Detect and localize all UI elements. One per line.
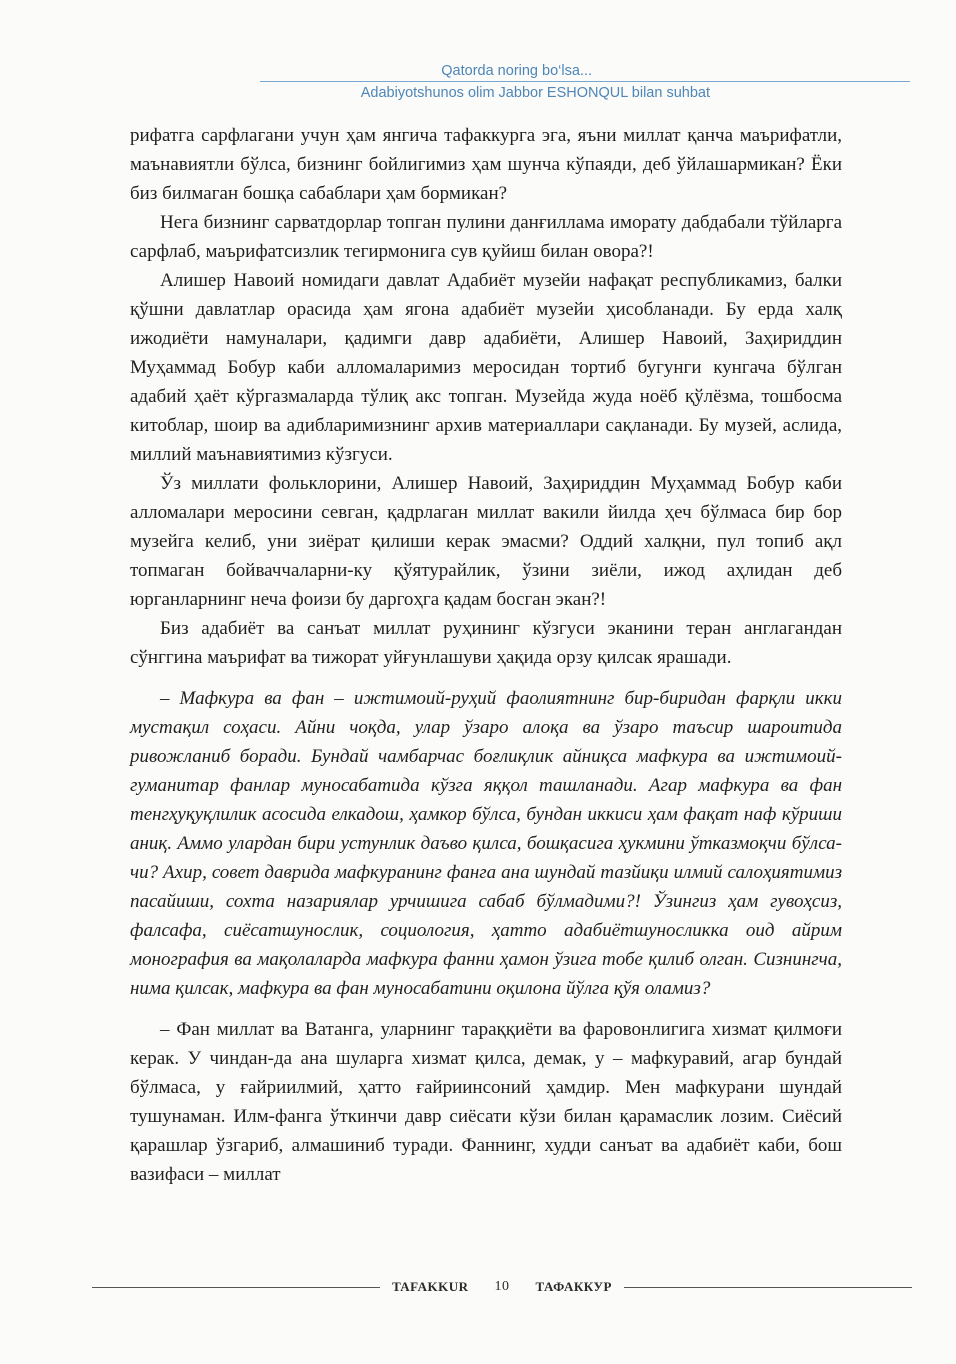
paragraph-2: Нега бизнинг сарватдорлар топган пулини данғиллама иморату дабдабали тўйларга сарфлаб, маърифатсизлик тегирмонига сув қуйиш билан овора?! — [130, 212, 842, 262]
article-body — [130, 121, 842, 1189]
header-title: Qatorda noring bo‘lsa... — [441, 63, 592, 79]
footer-magazine-name-cyrillic: ТАФАККУР — [535, 1279, 612, 1294]
header-subtitle: Adabiyotshunos olim Jabbor ESHONQUL bilan suhbat — [360, 85, 710, 101]
running-header — [260, 62, 910, 102]
footer-rule-left — [92, 1287, 380, 1288]
page-number: 10 — [494, 1279, 510, 1294]
page-footer — [92, 1277, 912, 1297]
footer-magazine-name-latin: TAFAKKUR — [392, 1279, 469, 1294]
header-rule — [260, 81, 910, 82]
paragraph-3: Алишер Навоий номидаги давлат Адабиёт музейи нафақат республикамиз, балки қўшни давлатлар орасида ҳам ягона адабиёт музейи ҳисобланади. Бу ерда халқ ижодиёти намуналари, қадимги давр адабиёти, Алишер Навоий, Заҳириддин Муҳаммад Бобур каби алломаларимиз меросидан тортиб бугунги кунгача бўлган адабий ҳаёт кўргазмаларда тўлиқ акс топган. Музейда жуда ноёб қўлёзма, тошбосма китоблар, шоир ва адибларимизнинг архив материаллари сақланади. Бу музей, аслида, миллий маънавиятимиз кўзгуси. — [130, 270, 842, 465]
paragraph-4: Ўз миллати фольклорини, Алишер Навоий, Заҳириддин Муҳаммад Бобур каби алломалари меросини севган, қадрлаган миллат вакили йилда ҳеч бўлмаса бир бор музейга келиб, уни зиёрат қилиши керак эмасми? Оддий халқни, пул топиб ақл топмаган бойваччаларни-ку қўятурайлик, ўзини зиёли, ижод аҳлидан деб юрганларнинг неча фоизи бу даргоҳга қадам босган экан?! — [130, 473, 842, 610]
paragraph-1: рифатга сарфлагани учун ҳам янгича тафаккурга эга, яъни миллат қанча маърифатли, маънавиятли бўлса, бизнинг бойлигимиз ҳам шунча кўпаяди, деб ўйлашармикан? Ёки биз билмаган бошқа сабаблари ҳам бормикан? — [130, 125, 842, 204]
question-paragraph: – Мафкура ва фан – ижтимоий-руҳий фаолиятнинг бир-биридан фарқли икки мустақил соҳаси. Айни чоқда, улар ўзаро алоқа ва ўзаро таъсир шароитида ривожланиб боради. Бундай чамбарчас боғлиқлик айниқса мафкура ва ижтимоий-гуманитар фанлар муносабатида кўзга яққол ташланади. Агар мафкура ва фан тенгҳуқуқлилик асосида елкадош, ҳамкор бўлса, бундан иккиси ҳам фақат наф кўриши аниқ. Аммо улардан бири устунлик даъво қилса, бошқасига ҳукмини ўтказмоқчи бўлса-чи? Ахир, совет даврида мафкуранинг фанга ана шундай тазйиқи илмий салоҳиятимиз пасайиши, сохта назариялар урчишига сабаб бўлмадими?! Ўзингиз ҳам гувоҳсиз, фалсафа, сиёсатшунослик, социология, ҳатто адабиётшуносликка оид айрим монография ва мақолаларда мафкура фанни ҳамон ўзига тобе қилиб олган. Сизнингча, нима қилсак, мафкура ва фан муносабатини оқилона йўлга қўя оламиз? — [130, 688, 842, 999]
paragraph-5: Биз адабиёт ва санъат миллат руҳининг кўзгуси эканини теран англагандан сўнггина маърифат ва тижорат уйғунлашуви ҳақида орзу қилсак ярашади. — [130, 618, 842, 668]
footer-rule-right — [624, 1287, 912, 1288]
answer-paragraph: – Фан миллат ва Ватанга, уларнинг тараққиёти ва фаровонлигига хизмат қилмоғи керак. У чиндан-да ана шуларга хизмат қилса, демак, у – мафкуравий, агар бундай бўлмаса, у ғайриилмий, ҳатто ғайриинсоний ҳамдир. Мен мафкурани шундай тушунаман. Илм-фанга ўткинчи давр сиёсати кўзи билан қарамаслик лозим. Сиёсий қарашлар ўзгариб, алмашиниб туради. Фаннинг, худди санъат ва адабиёт каби, бош вазифаси – миллат — [130, 1019, 842, 1185]
